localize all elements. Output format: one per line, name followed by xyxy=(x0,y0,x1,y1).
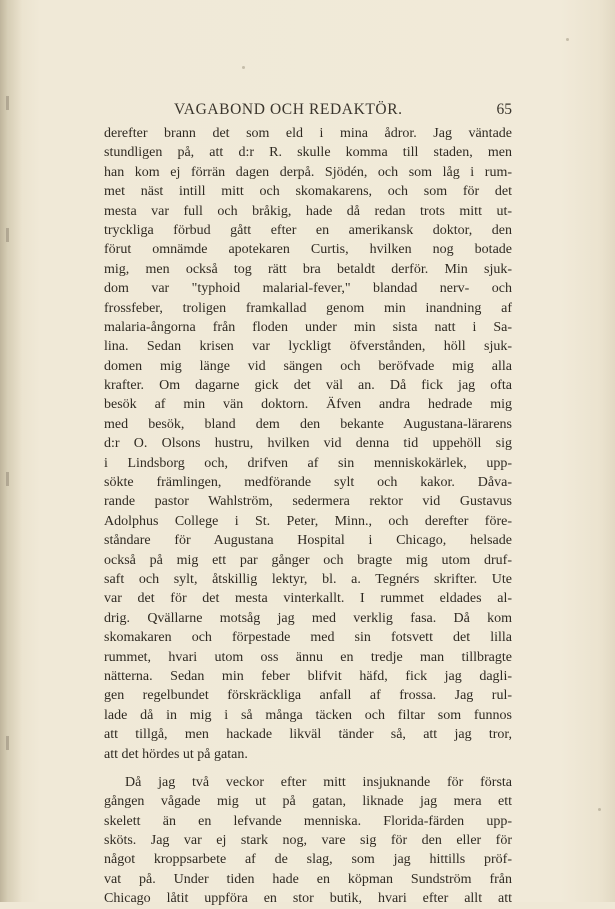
text-line: saft och sylt, åtskillig lektyr, bl. a. Tegnérs skrifter. Ute xyxy=(104,571,512,587)
text-line: sökte främlingen, medförande sylt och kakor. Dåva- xyxy=(104,475,512,491)
text-line: ståndare för Augustana Hospital i Chicago, helsade xyxy=(104,533,512,549)
text-line: förut omnämde apotekaren Curtis, hvilken nog botade xyxy=(104,242,512,258)
text-line: rande pastor Wahlström, sedermera rektor vid Gustavus xyxy=(104,494,512,510)
text-line: något kroppsarbete af de slag, som jag hittills pröf- xyxy=(104,852,512,868)
text-line: med besök, bland dem den bekante Augustana-lärarens xyxy=(104,416,512,432)
text-line: dom var "typhoid malarial-fever," blandad nerv- och xyxy=(104,281,512,297)
text-line: Adolphus College i St. Peter, Minn., och derefter före- xyxy=(104,513,512,529)
text-line: mesta var full och bråkig, hade då redan trots mitt ut- xyxy=(104,203,512,219)
paper-speck xyxy=(566,38,569,41)
text-line: stundligen på, att d:r R. skulle komma till staden, men xyxy=(104,145,512,161)
body-text xyxy=(104,124,512,909)
text-line: också på mig ett par gånger och bragte mig utom druf- xyxy=(104,552,512,568)
text-line: gen regelbundet förskräckliga anfall af frossa. Jag rul- xyxy=(104,688,512,704)
text-line: drig. Qvällarne motsåg jag med verklig fasa. Då kom xyxy=(104,610,512,626)
paragraph-gap xyxy=(104,764,512,773)
text-line: att det hördes ut på gatan. xyxy=(104,746,248,762)
text-line: skomakaren och förpestade med sin fotsvett det lilla xyxy=(104,630,512,646)
text-line: besök af min vän doktorn. Äfven andra hedrade mig xyxy=(104,397,512,413)
text-line: frossfeber, troligen framkallad genom min inandning af xyxy=(104,300,512,316)
text-line: krafter. Om dagarne gick det väl an. Då fick jag ofta xyxy=(104,378,512,394)
text-line: han kom ej förrän dagen derpå. Sjödén, och som låg i rum- xyxy=(104,164,512,180)
binding-mark xyxy=(6,736,9,750)
text-line: i Lindsborg och, drifven af sin menniskokärlek, upp- xyxy=(104,455,512,471)
text-line: d:r O. Olsons hustru, hvilken vid denna tid uppehöll sig xyxy=(104,436,512,452)
text-line: skelett än en lefvande menniska. Florida-färden upp- xyxy=(104,813,512,829)
paper-speck xyxy=(242,66,245,69)
text-line: var det för det mesta vinterkallt. I rummet eldades al- xyxy=(104,591,512,607)
text-line: nätterna. Sedan min feber blifvit häfd, fick jag dagli- xyxy=(104,668,512,684)
page-binding-edge xyxy=(0,0,22,902)
text-line: att tillgå, men hackade likväl tänder så, att jag tror, xyxy=(104,727,512,743)
binding-mark xyxy=(6,228,9,242)
text-line: domen mig länge vid sängen och beröfvade mig alla xyxy=(104,358,512,374)
text-line: sköts. Jag var ej stark nog, vare sig för den eller för xyxy=(104,833,512,849)
paragraph xyxy=(104,773,512,909)
page-header xyxy=(104,101,512,121)
binding-mark xyxy=(6,472,9,486)
text-line: rummet, hvari utom oss ännu en tredje man tillbragte xyxy=(104,649,512,665)
text-line: derefter brann det som eld i mina ådror. Jag väntade xyxy=(104,126,512,141)
text-line: mig, men också tog rätt bra betaldt derför. Min sjuk- xyxy=(104,261,512,277)
text-line: malaria-ångorna från floden under min sista natt i Sa- xyxy=(104,319,512,335)
text-line: lade då in mig i så många täcken och filtar som funnos xyxy=(104,707,512,723)
text-line: vat på. Under tiden hade en köpman Sundström från xyxy=(104,871,512,887)
text-line: lina. Sedan krisen var lyckligt öfverstånden, höll sjuk- xyxy=(104,339,512,355)
running-head: VAGABOND OCH REDAKTÖR. xyxy=(174,101,403,118)
paragraph xyxy=(104,124,512,764)
binding-mark xyxy=(6,96,9,110)
page-number: 65 xyxy=(496,101,512,118)
text-line: tryckliga förbud gått efter en amerikansk doktor, den xyxy=(104,222,512,238)
text-line: Då jag två veckor efter mitt insjuknande för första xyxy=(125,774,512,790)
text-line: gången vågade mig ut på gatan, liknade jag mera ett xyxy=(104,794,512,810)
text-line: met näst intill mitt och skomakarens, och som för det xyxy=(104,184,512,200)
text-line: Chicago låtit uppföra en stor butik, hvari efter allt att xyxy=(104,891,512,907)
paper-speck xyxy=(598,808,601,811)
